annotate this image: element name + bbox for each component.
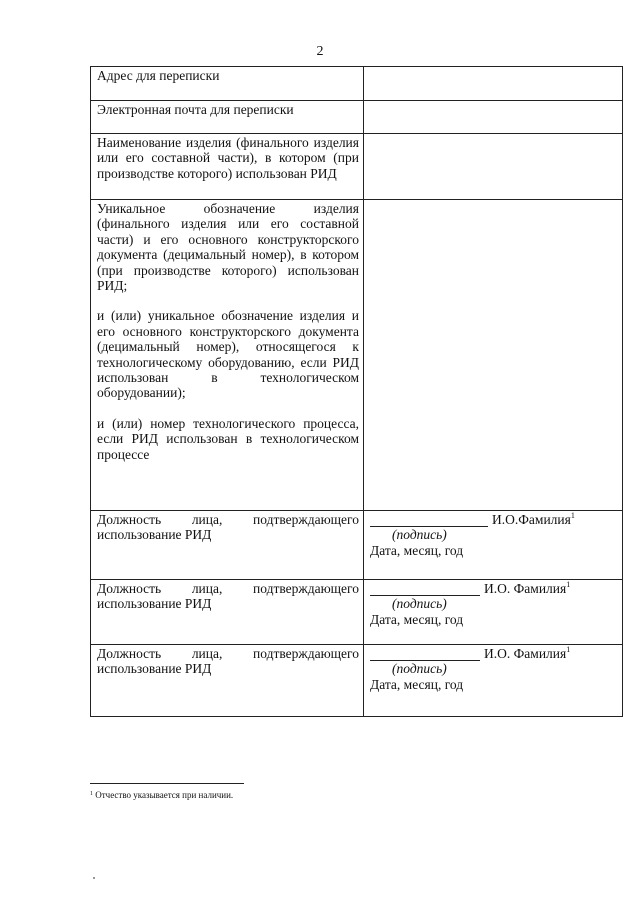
table-row-product-name <box>91 134 623 200</box>
application-form-table <box>90 66 623 717</box>
table-row-signature <box>91 580 623 645</box>
designation-value-cell[interactable] <box>364 200 623 511</box>
signer-name: И.О. Фамилия$^1$ <box>484 580 571 596</box>
designation-paragraph-1: Уникальное обозначение изделия (финального изделия или его составной части) и его основного конструкторского документа (децимальный номер), в котором (при производстве которого) использован РИД; <box>97 201 359 294</box>
designation-paragraph-3: и (или) номер технологического процесса, если РИД использован в технологическом процессе <box>97 415 359 462</box>
signer-name: И.О. Фамилия$^1$ <box>484 645 571 661</box>
signature-block <box>364 580 623 645</box>
email-label: Электронная почта для переписки <box>91 101 364 134</box>
designation-paragraph-2: и (или) уникальное обозначение изделия и его основного конструкторского документа (децимальный номер), относящегося к технологическому оборудованию, если РИД использован в технологическом оборудовании); <box>97 308 359 401</box>
date-label: Дата, месяц, год <box>370 542 464 558</box>
address-label: Адрес для переписки <box>91 67 364 101</box>
page-number: 2 <box>316 44 324 59</box>
signature-caption: (подпись) <box>392 596 447 612</box>
signature-caption: (подпись) <box>392 661 447 677</box>
table-row-address <box>91 67 623 101</box>
footnote-reference: 1 <box>566 580 571 589</box>
signer-position-label: Должность лица, подтверждающего использование РИД <box>91 645 364 717</box>
signer-position-label: Должность лица, подтверждающего использование РИД <box>91 580 364 645</box>
signature-line[interactable] <box>370 581 480 596</box>
signature-line[interactable] <box>370 512 488 527</box>
product-name-value-cell[interactable] <box>364 134 623 200</box>
signature-line[interactable] <box>370 646 480 661</box>
product-name-label: Наименование изделия (финального изделия или его составной части), в котором (при производстве которого) использован РИД <box>91 134 364 200</box>
date-label: Дата, месяц, год <box>370 676 464 692</box>
signer-position-label: Должность лица, подтверждающего использование РИД <box>91 511 364 580</box>
footnote-separator <box>90 783 244 784</box>
table-row-signature <box>91 511 623 580</box>
table-row-email <box>91 101 623 134</box>
footnote-text: Отчество указывается при наличии. <box>95 790 234 800</box>
table-row-signature <box>91 645 623 717</box>
footnote-mark: 1 <box>90 791 93 797</box>
signature-block <box>364 645 623 717</box>
signer-name: И.О.Фамилия$^1$ <box>492 511 575 527</box>
footnote-reference: 1 <box>570 511 575 520</box>
address-value-cell[interactable] <box>364 67 623 101</box>
footnote <box>90 790 233 801</box>
footnote-reference: 1 <box>566 645 571 654</box>
table-row-designation <box>91 200 623 511</box>
scan-artifact <box>93 877 95 879</box>
date-label: Дата, месяц, год <box>370 611 464 627</box>
email-value-cell[interactable] <box>364 101 623 134</box>
designation-label-cell <box>91 200 364 511</box>
signature-block <box>364 511 623 580</box>
signature-caption: (подпись) <box>392 527 447 543</box>
